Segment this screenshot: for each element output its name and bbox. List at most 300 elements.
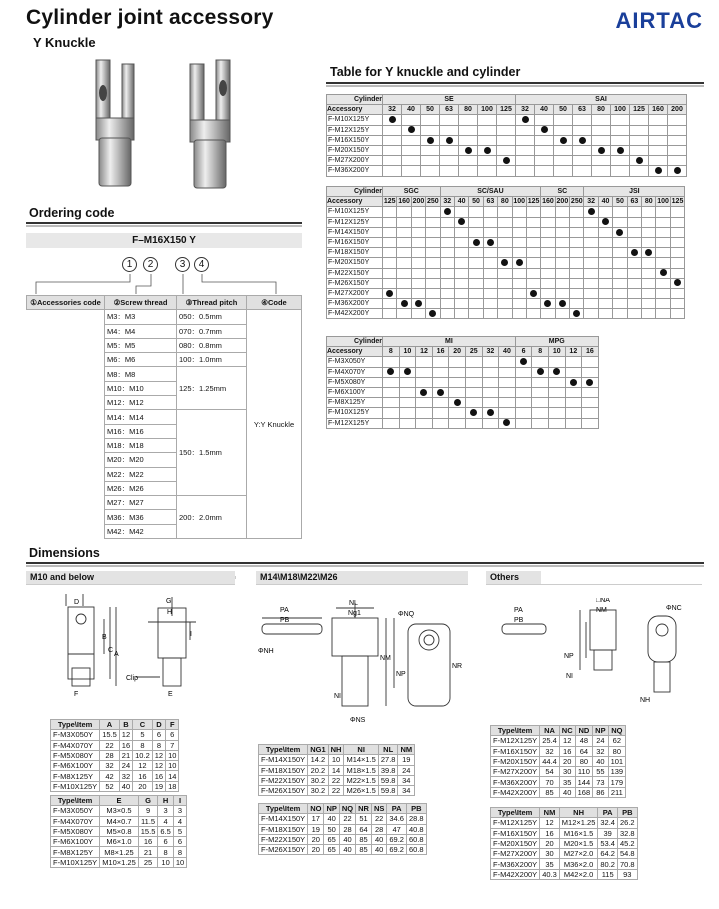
match-cell	[656, 248, 670, 258]
dim-cell: 51	[356, 814, 372, 824]
match-cell	[383, 367, 400, 377]
dim-cell: 15.5	[138, 826, 158, 836]
match-cell	[548, 377, 565, 387]
match-cell	[465, 357, 482, 367]
dim-cell: M42×2.0	[559, 869, 598, 879]
dim-cell: M16×1.5	[559, 828, 598, 838]
screw-thread: M27：M27	[105, 496, 177, 510]
page-subtitle: Y Knuckle	[33, 35, 96, 50]
bore-header: 100	[611, 105, 630, 115]
dim-cell: 34	[398, 775, 415, 785]
bore-header: 50	[469, 197, 483, 207]
match-cell	[611, 125, 630, 135]
match-cell	[627, 278, 641, 288]
match-cell	[656, 309, 670, 319]
match-cell	[440, 227, 454, 237]
marker-2: 2	[143, 257, 158, 272]
bore-header: 12	[416, 347, 433, 357]
match-cell	[555, 258, 569, 268]
match-cell	[383, 377, 400, 387]
dim-cell: 139	[608, 767, 626, 777]
bore-header: 200	[668, 105, 687, 115]
dim-cell: 28	[371, 824, 386, 834]
bore-header: 63	[627, 197, 641, 207]
match-cell	[627, 248, 641, 258]
bore-header: 32	[440, 197, 454, 207]
match-cell	[383, 166, 402, 176]
match-cell	[483, 299, 497, 309]
match-cell	[416, 418, 433, 428]
bore-header: 16	[432, 347, 449, 357]
match-cell	[478, 156, 497, 166]
match-cell	[630, 145, 649, 155]
match-cell	[483, 248, 497, 258]
match-cell	[515, 367, 532, 377]
dim-cell: 40	[324, 814, 339, 824]
match-cell	[642, 309, 656, 319]
dim-label-nl: NL	[349, 600, 358, 607]
match-cell	[383, 288, 397, 298]
screw-thread: M26：M26	[105, 481, 177, 495]
dim-label-np-others: NP	[564, 653, 574, 660]
match-cell	[670, 299, 684, 309]
match-cell	[440, 278, 454, 288]
match-cell	[383, 135, 402, 145]
dimension-table	[50, 719, 179, 792]
match-cell	[469, 248, 483, 258]
dim-label-pb-others: PB	[514, 617, 524, 624]
dim-cell: 30.2	[308, 786, 328, 796]
dim-cell: 40	[371, 845, 386, 855]
dim-cell: 10	[166, 761, 179, 771]
dim-cell: 42	[100, 771, 120, 781]
match-cell	[512, 227, 526, 237]
match-cell	[454, 278, 468, 288]
match-cell	[541, 248, 555, 258]
match-cell	[383, 115, 402, 125]
table-row	[51, 806, 187, 816]
match-cell	[598, 268, 612, 278]
table-row	[327, 398, 599, 408]
match-cell	[482, 377, 499, 387]
dim-cell: F-M18X150Y	[259, 824, 308, 834]
match-cell	[526, 217, 540, 227]
dim-label-nm-others: NM	[596, 607, 607, 614]
dim-cell: 12	[540, 818, 560, 828]
dim-cell: F-M12X125Y	[491, 818, 540, 828]
match-cell	[440, 166, 459, 176]
match-cell	[541, 278, 555, 288]
match-cell	[526, 248, 540, 258]
match-cell	[570, 268, 584, 278]
dim-label-nh: ΦNH	[258, 648, 274, 655]
match-cell	[498, 309, 512, 319]
match-cell	[570, 258, 584, 268]
match-cell	[670, 227, 684, 237]
dim-table-2b	[258, 803, 427, 855]
dim-cell: 32.4	[598, 818, 618, 828]
dim-header: PA	[387, 804, 407, 814]
table-row	[491, 756, 626, 766]
dim-cell: M12×1.25	[559, 818, 598, 828]
dim-cell: 8	[152, 740, 165, 750]
match-cell	[670, 309, 684, 319]
bore-header: 25	[465, 347, 482, 357]
dim-cell: 12	[119, 730, 132, 740]
accessory-name: F-M16X150Y	[327, 135, 383, 145]
match-dot	[655, 167, 662, 174]
match-cell	[383, 398, 400, 408]
bore-header: 100	[513, 198, 526, 206]
match-cell	[469, 278, 483, 288]
match-cell	[426, 207, 440, 217]
match-cell	[399, 408, 416, 418]
match-cell	[582, 357, 599, 367]
match-cell	[573, 166, 592, 176]
table-row	[51, 771, 179, 781]
match-cell	[584, 268, 598, 278]
dim-cell: 60.8	[406, 834, 426, 844]
ordering-table	[26, 295, 302, 539]
dim-cell: 6	[152, 730, 165, 740]
match-cell	[421, 115, 440, 125]
match-table-title: Table for Y knuckle and cylinder	[330, 65, 521, 79]
match-cell	[411, 288, 425, 298]
match-dot	[541, 126, 548, 133]
match-cell	[582, 418, 599, 428]
dim-cell: 211	[608, 787, 626, 797]
match-dot	[420, 389, 427, 396]
match-cell	[465, 418, 482, 428]
match-table-mi-mpg	[326, 336, 599, 429]
table-row	[491, 818, 638, 828]
match-cell	[497, 156, 516, 166]
match-cell	[483, 227, 497, 237]
match-cell	[421, 156, 440, 166]
match-cell	[411, 237, 425, 247]
match-cell	[432, 367, 449, 377]
table-row	[491, 859, 638, 869]
match-cell	[611, 115, 630, 125]
dim-cell: 69.2	[387, 845, 407, 855]
match-cell	[499, 387, 516, 397]
marker-3: 3	[175, 257, 190, 272]
dim-cell: 32	[593, 746, 608, 756]
match-dot	[404, 368, 411, 375]
screw-thread: M20：M20	[105, 453, 177, 467]
accessory-name: F-M42X200Y	[327, 309, 383, 319]
match-cell	[402, 115, 421, 125]
match-cell	[582, 367, 599, 377]
match-cell	[598, 278, 612, 288]
bore-header: 125	[527, 198, 540, 206]
thread-pitch: 100：1.0mm	[177, 353, 247, 367]
match-cell	[399, 398, 416, 408]
accessory-name: F-M36X200Y	[327, 166, 383, 176]
match-cell	[482, 387, 499, 397]
match-cell	[526, 227, 540, 237]
match-cell	[383, 387, 400, 397]
dim-cell: F-M10X125Y	[51, 781, 100, 791]
match-cell	[584, 288, 598, 298]
dim-cell: 85	[356, 845, 372, 855]
match-cell	[582, 387, 599, 397]
dim-cell: M6×1.0	[100, 837, 139, 847]
thread-pitch: 150：1.5mm	[177, 410, 247, 496]
dim-cell: 85	[540, 787, 560, 797]
match-cell	[411, 207, 425, 217]
drawing-m14-m26	[258, 598, 468, 726]
match-cell	[573, 115, 592, 125]
table-row	[491, 849, 638, 859]
dim-cell: 20	[308, 845, 324, 855]
dim-cell: 70.8	[617, 859, 637, 869]
table-row	[51, 816, 187, 826]
match-cell	[570, 227, 584, 237]
table-row	[327, 237, 685, 247]
dim-cell: 69.2	[387, 834, 407, 844]
bore-header: 6	[515, 347, 532, 357]
match-cell	[584, 207, 598, 217]
dim-header: E	[100, 796, 139, 806]
dim-cell: F-M42X200Y	[491, 869, 540, 879]
match-cell	[611, 145, 630, 155]
match-cell	[649, 125, 668, 135]
table-row	[327, 418, 599, 428]
bore-header: 125	[497, 105, 516, 115]
match-cell	[383, 299, 397, 309]
corner-accessory: Accessory	[327, 347, 383, 357]
match-cell	[668, 115, 687, 125]
accessory-name: F-M5X080Y	[327, 377, 383, 387]
accessory-name: F-M26X150Y	[327, 278, 383, 288]
dim-label-a: A	[114, 651, 119, 658]
match-dot	[437, 389, 444, 396]
dim-cell: F-M27X200Y	[491, 849, 540, 859]
match-cell	[649, 115, 668, 125]
dim-header: D	[152, 720, 165, 730]
match-cell	[397, 268, 411, 278]
corner-cylinder: Cylinder	[327, 95, 383, 105]
dim-cell: F-M6X100Y	[51, 837, 100, 847]
match-cell	[459, 125, 478, 135]
match-cell	[582, 377, 599, 387]
match-cell	[555, 248, 569, 258]
bore-header: 200	[412, 198, 425, 206]
dimension-table	[490, 807, 638, 880]
match-cell	[554, 135, 573, 145]
match-cell	[440, 217, 454, 227]
table-row	[51, 826, 187, 836]
dim-cell: F-M3X050Y	[51, 730, 100, 740]
table-row	[259, 834, 427, 844]
dimension-table	[50, 795, 187, 868]
match-cell	[512, 299, 526, 309]
match-dot	[588, 208, 595, 215]
match-cell	[426, 288, 440, 298]
match-cell	[454, 309, 468, 319]
match-cell	[498, 217, 512, 227]
match-cell	[459, 145, 478, 155]
match-dot	[389, 116, 396, 123]
match-cell	[642, 299, 656, 309]
dim-table-3b	[490, 807, 638, 880]
bore-header: 100	[657, 198, 669, 206]
dim-cell: F-M20X150Y	[491, 838, 540, 848]
table-row	[327, 268, 685, 278]
dim-cell: 32	[119, 771, 132, 781]
match-cell	[499, 398, 516, 408]
accessory-name: F-M10X125Y	[327, 207, 383, 217]
screw-thread: M8：M8	[105, 367, 177, 381]
match-cell	[613, 299, 627, 309]
dim-cell: 19	[152, 781, 165, 791]
dim-cell: 34.6	[387, 814, 407, 824]
dim-header: NL	[378, 745, 398, 755]
match-cell	[498, 299, 512, 309]
match-cell	[584, 217, 598, 227]
dim-cell: 20	[540, 838, 560, 848]
order-code-example: F–M16X150 Y	[26, 233, 302, 248]
accessory-name: F-M12X125Y	[327, 125, 383, 135]
match-cell	[668, 135, 687, 145]
table-row	[51, 857, 187, 867]
match-dot	[616, 229, 623, 236]
match-cell	[459, 115, 478, 125]
dim-cell: 80.2	[598, 859, 618, 869]
match-cell	[565, 357, 582, 367]
match-cell	[516, 145, 535, 155]
table-row	[327, 217, 685, 227]
dim-label-e: E	[168, 691, 173, 698]
match-cell	[613, 309, 627, 319]
screw-thread: M36：M36	[105, 510, 177, 524]
match-cell	[498, 207, 512, 217]
match-cell	[426, 258, 440, 268]
table-row	[51, 761, 179, 771]
match-cell	[498, 237, 512, 247]
match-cell	[555, 217, 569, 227]
dim-cell: 28	[339, 824, 355, 834]
table-row	[259, 814, 427, 824]
dim-table-1a	[50, 719, 179, 792]
match-dot	[444, 208, 451, 215]
match-cell	[642, 288, 656, 298]
match-cell	[613, 217, 627, 227]
dim-cell: 54	[540, 767, 560, 777]
dim-cell: F-M10X125Y	[51, 857, 100, 867]
match-cell	[584, 227, 598, 237]
dim-table-1b	[50, 795, 187, 868]
match-dot	[674, 279, 681, 286]
match-cell	[497, 135, 516, 145]
accessory-name: F-M10X125Y	[327, 408, 383, 418]
match-cell	[483, 278, 497, 288]
table-row	[491, 869, 638, 879]
dim-cell: M4×0.7	[100, 816, 139, 826]
table-row	[327, 156, 687, 166]
match-cell	[411, 268, 425, 278]
dim-header: NQ	[339, 804, 355, 814]
match-cell	[570, 278, 584, 288]
match-cell	[555, 207, 569, 217]
match-dot	[602, 218, 609, 225]
match-dot	[429, 310, 436, 317]
match-cell	[541, 299, 555, 309]
dim-label-f: F	[74, 691, 79, 698]
match-cell	[515, 357, 532, 367]
match-cell	[440, 248, 454, 258]
bore-header: 50	[554, 105, 573, 115]
dim-cell: 40	[119, 781, 132, 791]
bore-header: 80	[498, 197, 512, 207]
screw-thread: M3：M3	[105, 310, 177, 324]
match-cell	[656, 299, 670, 309]
match-cell	[469, 309, 483, 319]
bore-header: 100	[478, 105, 497, 115]
match-cell	[449, 377, 466, 387]
match-cell	[459, 156, 478, 166]
match-dot	[631, 249, 638, 256]
bore-header: 50	[421, 105, 440, 115]
group-header: SGC	[383, 187, 441, 197]
table-row	[259, 775, 415, 785]
match-cell	[498, 268, 512, 278]
dim-header: NI	[344, 745, 378, 755]
table-row	[491, 736, 626, 746]
match-cell	[642, 207, 656, 217]
dim-cell: M36×2.0	[559, 859, 598, 869]
match-cell	[469, 258, 483, 268]
match-cell	[613, 268, 627, 278]
marker-4: 4	[194, 257, 209, 272]
dim-header: I	[173, 796, 186, 806]
match-cell	[483, 207, 497, 217]
dim-cell: F-M36X200Y	[491, 859, 540, 869]
match-cell	[656, 258, 670, 268]
bore-header: 63	[573, 105, 592, 115]
dim-cell: 53.4	[598, 838, 618, 848]
bore-header: 63	[483, 197, 497, 207]
thread-pitch: 050：0.5mm	[177, 310, 247, 324]
y-knuckle-image-left	[96, 60, 134, 186]
table-row	[51, 781, 179, 791]
match-cell	[515, 377, 532, 387]
match-cell	[383, 258, 397, 268]
match-cell	[613, 207, 627, 217]
bore-header: 80	[642, 197, 656, 207]
dim-label-i: I	[190, 631, 192, 638]
match-cell	[611, 135, 630, 145]
drawing-others	[490, 598, 700, 710]
match-table	[326, 94, 687, 177]
accessory-name: F-M3X050Y	[327, 357, 383, 367]
dim-cell: 14	[166, 771, 179, 781]
match-cell	[532, 377, 549, 387]
match-cell	[465, 408, 482, 418]
dim-cell: 144	[575, 777, 593, 787]
match-cell	[582, 408, 599, 418]
table-row	[327, 248, 685, 258]
dim-cell: M20×1.5	[559, 838, 598, 848]
table-row	[327, 207, 685, 217]
dimensions-title: Dimensions	[29, 546, 100, 560]
bore-header: 125	[671, 198, 684, 206]
table-row	[327, 227, 685, 237]
dim-cell: F-M42X200Y	[491, 787, 540, 797]
dim-cell: 32.8	[617, 828, 637, 838]
table-row	[327, 166, 687, 176]
